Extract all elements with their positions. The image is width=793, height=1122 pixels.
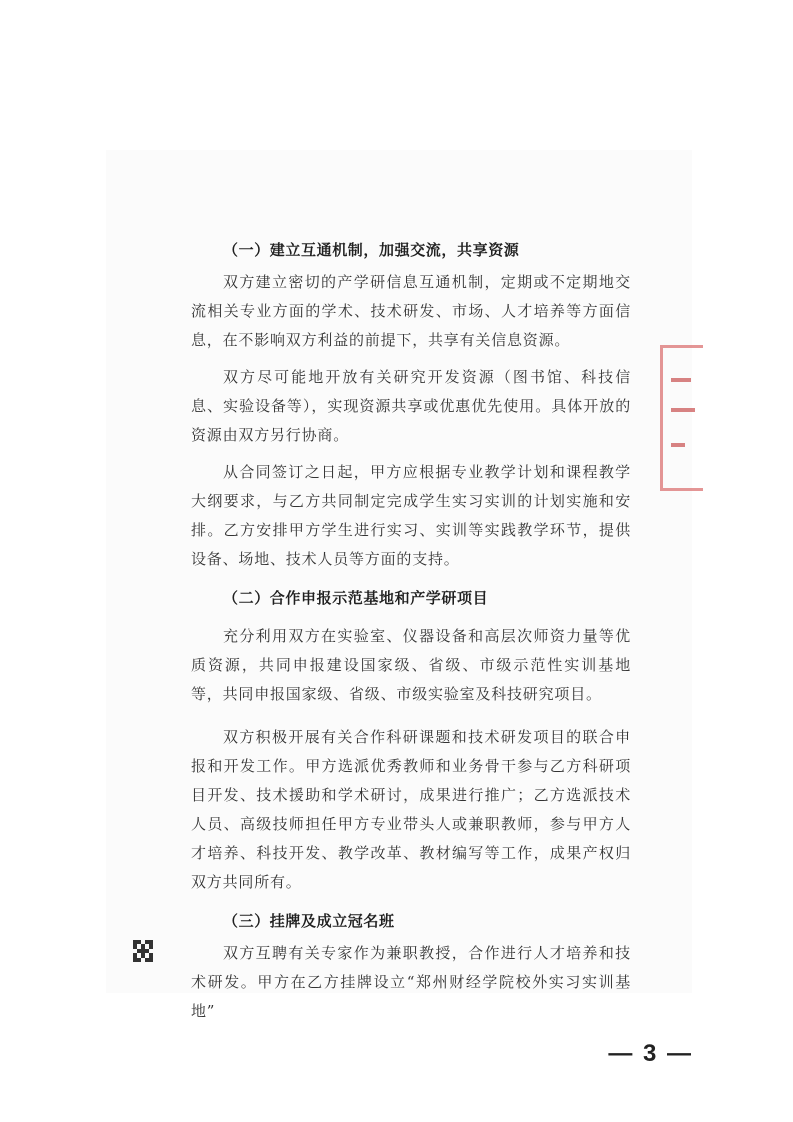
document-body	[191, 240, 631, 1026]
section-1-paragraph-2: 双方尽可能地开放有关研究开发资源（图书馆、科技信息、实验设备等），实现资源共享或优惠优先使用。具体开放的资源由双方另行协商。	[191, 368, 631, 444]
section-3-heading: （三）挂牌及成立冠名班	[223, 912, 395, 930]
section-1-heading: （一）建立互通机制，加强交流，共享资源	[223, 241, 520, 259]
page-number: — 3 —	[608, 1040, 693, 1067]
red-seal-stamp	[660, 345, 703, 491]
section-2-paragraph-2: 双方积极开展有关合作科研课题和技术研发项目的联合申报和开发工作。甲方选派优秀教师和业务骨干参与乙方科研项目开发、技术援助和学术研讨，成果进行推广；乙方选派技术人员、高级技师担任甲方专业带头人或兼职教师，参与甲方人才培养、科技开发、教学改革、教材编写等工作，成果产权归双方共同所有。	[191, 728, 631, 891]
section-1-paragraph-1: 双方建立密切的产学研信息互通机制，定期或不定期地交流相关专业方面的学术、技术研发、市场、人才培养等方面信息，在不影响双方利益的前提下，共享有关信息资源。	[191, 273, 631, 349]
section-1-paragraph-3: 从合同签订之日起，甲方应根据专业教学计划和课程教学大纲要求，与乙方共同制定完成学生实习实训的计划实施和安排。乙方安排甲方学生进行实习、实训等实践教学环节，提供设备、场地、技术人员等方面的支持。	[191, 463, 631, 568]
qr-code-icon	[133, 940, 153, 962]
section-3-paragraph-1: 双方互聘有关专家作为兼职教授，合作进行人才培养和技术研发。甲方在乙方挂牌设立“郑州财经学院校外实习实训基地”	[191, 944, 631, 1020]
section-2-paragraph-1: 充分利用双方在实验室、仪器设备和高层次师资力量等优质资源，共同申报建设国家级、省级、市级示范性实训基地等，共同申报国家级、省级、市级实验室及科技研究项目。	[191, 627, 631, 703]
section-2-heading: （二）合作申报示范基地和产学研项目	[223, 589, 489, 607]
